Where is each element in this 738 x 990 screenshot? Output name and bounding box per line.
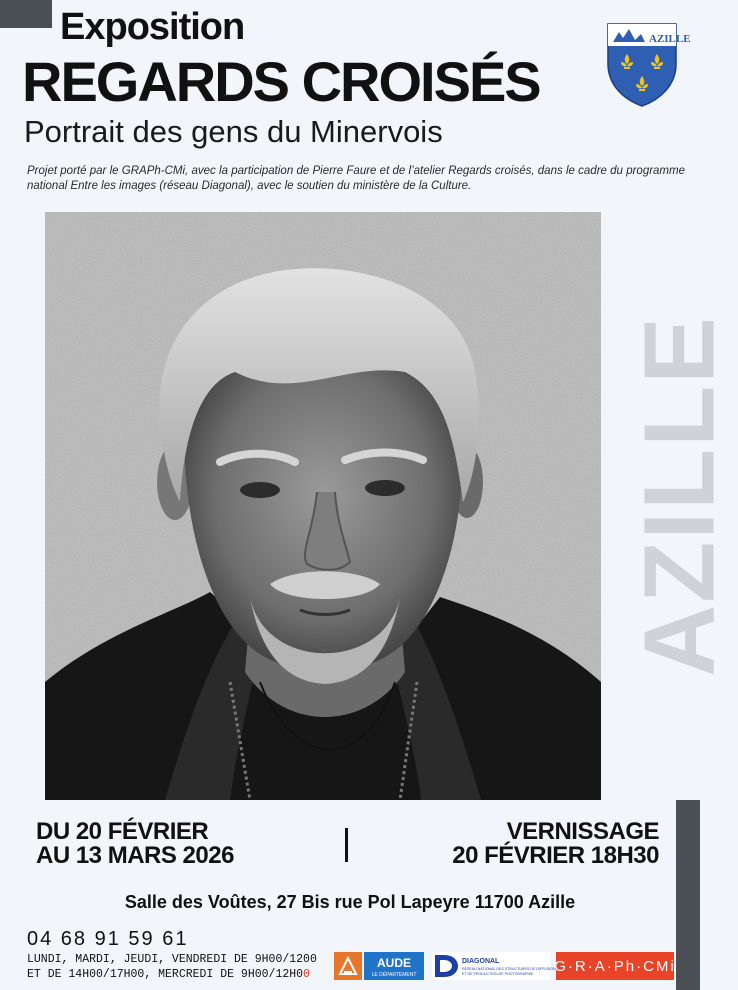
crest-label: AZILLE <box>649 33 691 45</box>
vernissage-info <box>452 820 659 868</box>
project-description: Projet porté par le GRAPh-CMi, avec la participation de Pierre Faure et de l’atelier Regards croisés, dans le cadre du programme national Entre les images (réseau Diagonal), avec le soutien du ministère de la Culture. <box>27 165 685 192</box>
page-subtitle: Portrait des gens du Minervois <box>24 114 443 149</box>
dates-line-start: DU 20 FÉVRIER <box>36 818 209 845</box>
vertical-town-name: AZILLE <box>623 315 736 677</box>
aude-department-logo <box>334 952 424 980</box>
diagonal-logo-subtext-1: RÉSEAU NATIONAL DES STRUCTURES DE DIFFUSION <box>462 967 556 971</box>
hours-line-2: ET DE 14H00/17H00, MERCREDI DE 9H00/12H0 <box>27 968 304 981</box>
exhibition-dates <box>36 820 234 868</box>
page-title: REGARDS CROISÉS <box>22 50 540 113</box>
graph-cmi-logo: G·R·A·Ph·CMi <box>556 952 674 980</box>
aude-logo-subtext: LE DÉPARTEMENT <box>371 972 417 978</box>
portrait-photo <box>45 212 601 800</box>
corner-accent <box>0 0 52 28</box>
exhibition-kicker: Exposition <box>60 6 245 48</box>
dates-divider <box>345 828 348 862</box>
vernissage-label: VERNISSAGE <box>506 818 659 845</box>
azille-crest-logo <box>605 20 691 108</box>
hours-line-2-end: 0 <box>303 968 310 981</box>
vernissage-date: 20 FÉVRIER 18H30 <box>452 842 659 869</box>
hours-line-1: LUNDI, MARDI, JEUDI, VENDREDI DE 9H00/1200 <box>27 953 317 966</box>
dates-line-end: AU 13 MARS 2026 <box>36 842 234 869</box>
phone-number: 04 68 91 59 61 <box>27 928 189 950</box>
aude-logo-text: AUDE <box>376 956 412 970</box>
diagonal-logo-subtext-2: ET DE PRODUCTION DE PHOTOGRAPHIE <box>462 972 534 976</box>
venue-address: Salle des Voûtes, 27 Bis rue Pol Lapeyre 11700 Azille <box>124 892 576 912</box>
diagonal-logo-text: DIAGONAL <box>462 958 500 965</box>
diagonal-network-logo <box>432 952 556 980</box>
hours-line-2-wrap <box>27 967 317 982</box>
opening-hours <box>27 952 317 982</box>
